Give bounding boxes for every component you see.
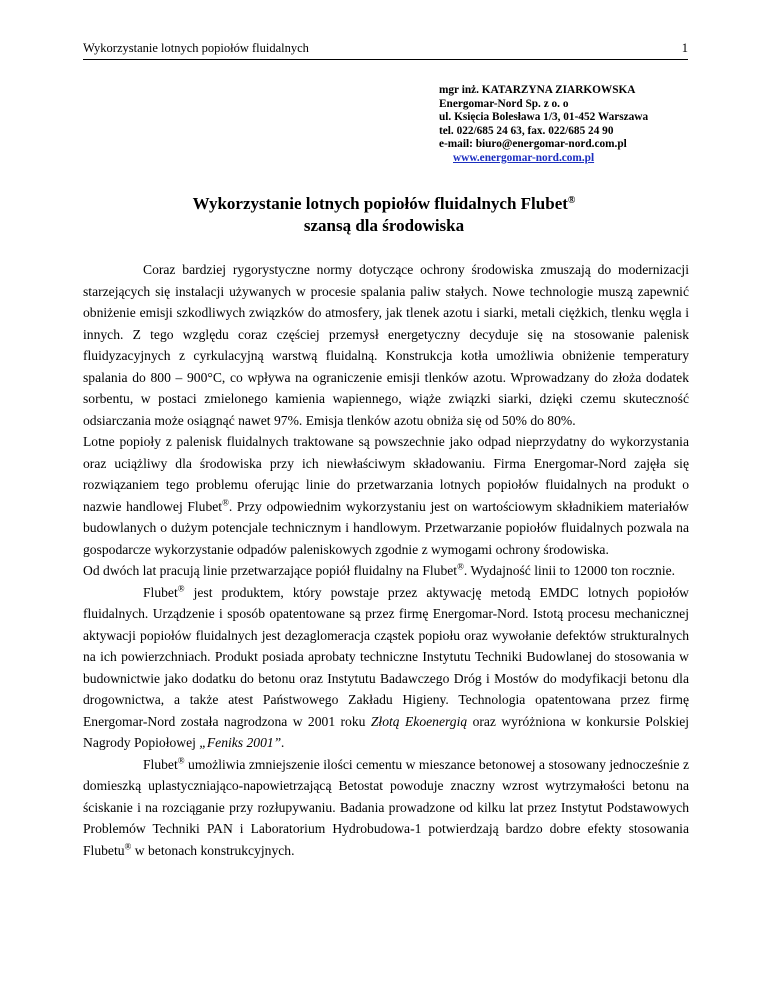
- paragraph-3-part-b: . Wydajność linii to 12000 ton rocznie.: [463, 563, 676, 578]
- paragraph-5-part-a: Flubet: [143, 756, 178, 772]
- author-phone: tel. 022/685 24 63, fax. 022/685 24 90: [439, 124, 614, 137]
- paragraph-5: [83, 754, 689, 862]
- author-email: e-mail: biuro@energomar-nord.com.pl: [439, 138, 627, 150]
- page-number: 1: [681, 41, 688, 55]
- title-line2: szansą dla środowiska: [303, 215, 465, 235]
- author-block: [439, 84, 648, 165]
- award-feniks: „Feniks 2001”.: [199, 735, 285, 750]
- author-address: ul. Księcia Bolesława 1/3, 01-452 Warszawa: [439, 111, 649, 123]
- paragraph-4-part-b: jest produktem, który powstaje przez aktywację metodą EMDC lotnych popiołów fluidalnych. Urządzenie i sposób opatentowane są przez firmę Energomar-Nord. Istotą procesu mechanicznej aktywacji popiołów fluidalnych jest dezaglomeracja cząstek popiołu oraz wywołanie defektów strukturalnych na ich powierzchniach. Produkt posiada aprobaty techniczne Instytutu Techniki Budowlanej do stosowania w budownictwie jako dodatku do betonu oraz Instytutu Badawczego Dróg i Mostów do modyfikacji betonu dla drogownictwa, a także atest Państwowego Zakładu Higieny. Technologia opatentowana przez firmę Energomar-Nord została nagrodzona w 2001 roku: [83, 584, 689, 729]
- paragraph-4-part-a: Flubet: [143, 584, 178, 600]
- award-name: Złotą Ekoenergią: [370, 713, 468, 729]
- reg-mark: ®: [177, 754, 185, 765]
- paragraph-4-part-d: oraz wyróżniona w konkursie Polskiej Nagrody Popiołowej: [83, 713, 690, 750]
- header-title: Wykorzystanie lotnych popiołów fluidalnych: [83, 41, 309, 55]
- paragraph-3-part-a: Od dwóch lat pracują linie przetwarzające popiół fluidalny na Flubet: [83, 563, 458, 578]
- paragraph-2: [83, 431, 689, 560]
- reg-mark: ®: [457, 561, 464, 572]
- paragraph-3: [83, 560, 689, 582]
- reg-mark: ®: [177, 582, 185, 593]
- paragraph-5-part-c: w betonach konstrukcyjnych.: [131, 842, 295, 858]
- paragraph-2-part-a: Lotne popioły z palenisk fluidalnych traktowane są powszechnie jako odpad nieprzydatny do wykorzystania oraz uciążliwy dla środowiska przy ich niewłaściwym składowaniu. Firma Energomar-Nord zajęła się rozwiązaniem tego problemu oferując linie do przetwarzania lotnych popiołów fluidalnych na produkt o nazwie handlowej Flubet: [83, 434, 689, 514]
- paragraph-1: Coraz bardziej rygorystyczne normy dotyczące ochrony środowiska zmuszają do modernizacji starzejących się instalacji używanych w procesie spalania paliw stałych. Nowe technologie muszą zapewnić obniżenie emisji szkodliwych związków do atmosfery, jak tlenek azotu i siarki, metali ciężkich, tlenku węgla i innych. Z tego względu coraz częściej przemysł energetyczny decyduje się na stosowanie palenisk fluidyzacyjnych z cyrkulacyjną warstwą fluidalną. Konstrukcja kotła umożliwia obniżenie temperatury spalania do 800 – 900°C, co wpływa na ograniczenie emisji tlenków azotu. Wprowadzany do złoża dodatek sorbentu, w postaci zmielonego kamienia wapiennego, wiąże związki siarki, dzięki czemu skuteczność odsiarczania może osiągnąć nawet 97%. Emisja tlenków azotu obniża się od 50% do 80%.: [83, 262, 689, 428]
- reg-mark: ®: [124, 840, 132, 851]
- reg-mark: ®: [222, 496, 229, 507]
- body-text: [83, 259, 689, 861]
- author-company: Energomar-Nord Sp. z o. o: [439, 97, 569, 110]
- paragraph-2-part-b: . Przy odpowiednim wykorzystaniu jest on wartościowym składnikiem materiałów budowlanych o dużym potencjale technicznym i handlowym. Przetwarzanie popiołów fluidalnych pozwala na gospodarcze wykorzystanie odpadów paleniskowych zgodnie z wymogami ochrony środowiska.: [83, 498, 689, 557]
- title-reg-mark: ®: [567, 195, 576, 206]
- website-link[interactable]: www.energomar-nord.com.pl: [453, 151, 595, 164]
- author-name: mgr inż. KATARZYNA ZIARKOWSKA: [439, 84, 636, 96]
- paragraph-5-part-b: umożliwia zmniejszenie ilości cementu w mieszance betonowej a stosowany jednocześnie z domieszką uplastyczniająco-napowietrzającą Betostat powoduje znaczny wzrost wytrzymałości betonu na ściskanie i na rozciąganie przy rozłupywaniu. Badania prowadzone od kilku lat przez Instytut Podstawowych Problemów Techniki PAN i Laboratorium Hydrobudowa-1 potwierdzają bardzo dobre efekty stosowania Flubetu: [83, 756, 689, 858]
- document-title: [80, 193, 688, 236]
- page-header: [83, 41, 688, 60]
- paragraph-4: [83, 582, 689, 754]
- title-line1: Wykorzystanie lotnych popiołów fluidalnych Flubet: [192, 194, 568, 213]
